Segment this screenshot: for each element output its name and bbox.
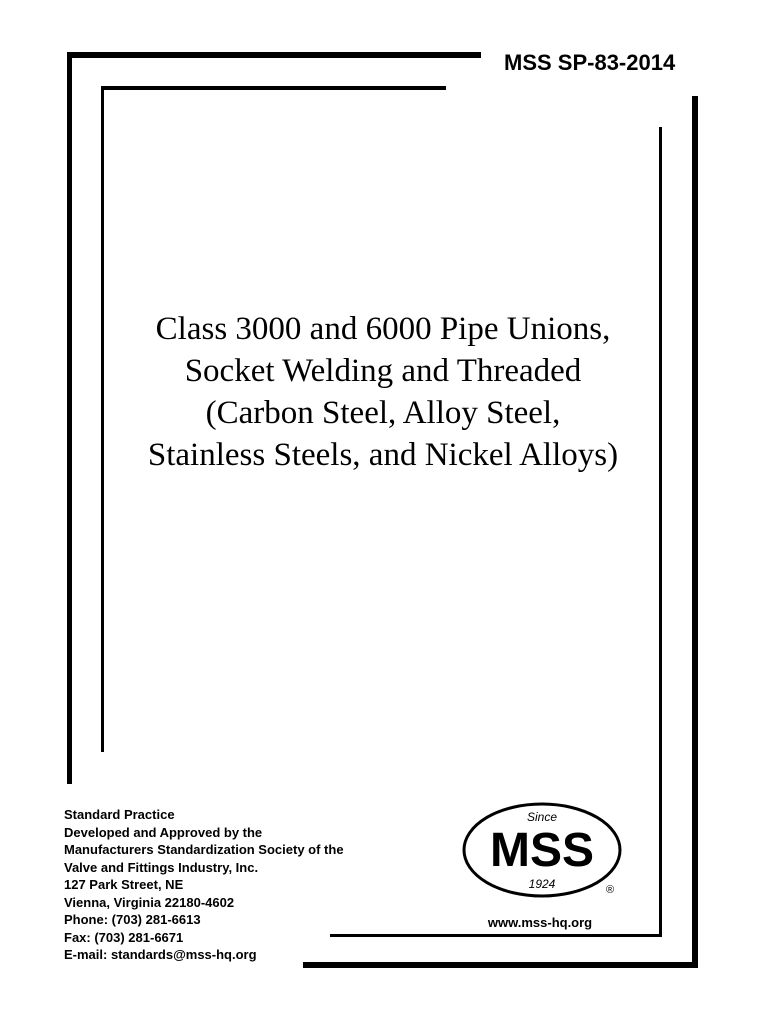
- outer-frame-right: [692, 96, 698, 968]
- publisher-phone: Phone: (703) 281-6613: [64, 912, 201, 927]
- website-link[interactable]: www.mss-hq.org: [487, 915, 593, 930]
- logo-since-text: Since: [526, 810, 558, 824]
- document-title: [100, 308, 666, 476]
- document-number: MSS SP-83-2014: [504, 50, 676, 75]
- publisher-line: Manufacturers Standardization Society of the: [64, 842, 344, 857]
- title-line: Socket Welding and Threaded: [184, 353, 582, 389]
- inner-frame-right: [659, 127, 662, 937]
- title-line: Stainless Steels, and Nickel Alloys): [147, 437, 619, 473]
- publisher-fax: Fax: (703) 281-6671: [64, 929, 184, 945]
- registered-mark: ®: [605, 884, 615, 896]
- logo-year-text: 1924: [528, 877, 556, 891]
- mss-logo: [460, 800, 632, 900]
- outer-frame-top: [67, 52, 481, 58]
- publisher-address-line: 127 Park Street, NE: [64, 877, 184, 892]
- publisher-email: E-mail: standards@mss-hq.org: [64, 947, 257, 962]
- publisher-line: Developed and Approved by the: [64, 824, 263, 840]
- title-line: Class 3000 and 6000 Pipe Unions,: [155, 311, 611, 347]
- publisher-address-line: Vienna, Virginia 22180-4602: [64, 894, 235, 910]
- logo-name-text: MSS: [489, 824, 595, 877]
- inner-frame-top: [101, 86, 446, 90]
- title-line: (Carbon Steel, Alloy Steel,: [205, 395, 561, 431]
- publisher-line: Standard Practice: [64, 807, 175, 822]
- outer-frame-left: [67, 52, 72, 784]
- publisher-info: [64, 806, 424, 964]
- publisher-line: Valve and Fittings Industry, Inc.: [64, 859, 259, 875]
